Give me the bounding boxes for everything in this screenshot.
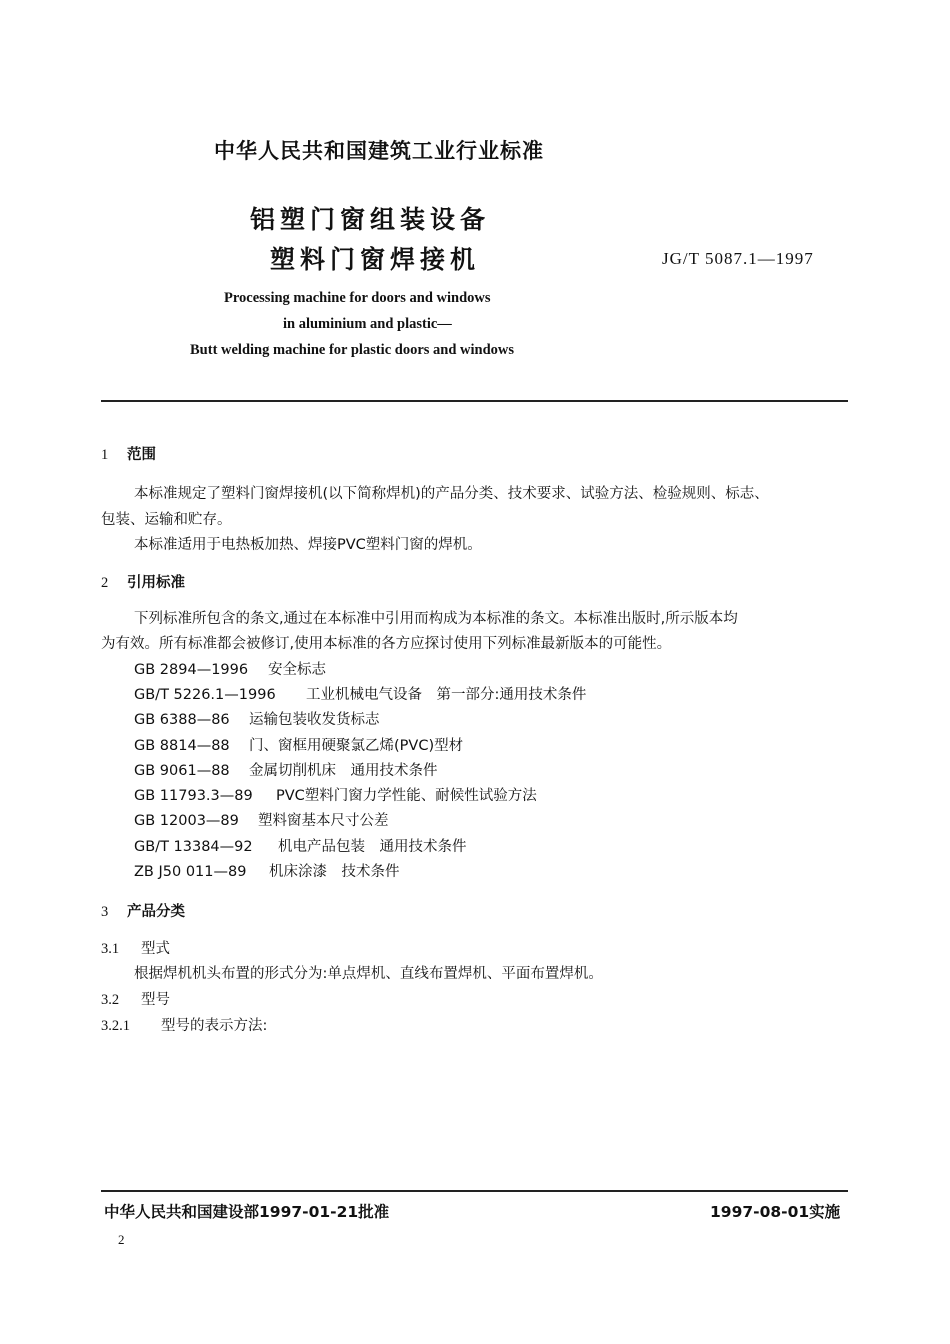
section-2-paragraph-line2: 为有效。所有标准都会被修订,使用本标准的各方应探讨使用下列标准最新版本的可能性。 [101, 636, 672, 652]
reference-item [134, 708, 380, 729]
implementation-date: 1997-08-01实施 [710, 1203, 841, 1221]
english-title-line2: in aluminium and plastic— [283, 316, 452, 332]
section-2-heading [101, 571, 185, 592]
reference-code: GB/T 13384—92 [134, 839, 253, 855]
subsection-3-2-1-heading [101, 1014, 267, 1035]
reference-title: 机床涂漆 技术条件 [269, 864, 400, 880]
reference-item [134, 860, 400, 881]
standard-code: JG/T 5087.1—1997 [662, 249, 814, 268]
subsection-title: 型式 [141, 941, 170, 957]
section-1-paragraph-1-line1: 本标准规定了塑料门窗焊接机(以下简称焊机)的产品分类、技术要求、试验方法、检验规则、标志、 [134, 486, 769, 502]
section-number: 1 [101, 447, 109, 463]
subsection-3-2-heading [101, 988, 170, 1009]
reference-code: GB/T 5226.1—1996 [134, 687, 276, 703]
section-2-paragraph-line1: 下列标准所包含的条文,通过在本标准中引用而构成为本标准的条文。本标准出版时,所示版本均 [134, 611, 738, 627]
page-number: 2 [118, 1232, 125, 1247]
reference-code: GB 9061—88 [134, 763, 230, 779]
section-1-heading [101, 443, 156, 464]
section-number: 2 [101, 575, 109, 591]
english-title-line1: Processing machine for doors and windows [224, 290, 491, 306]
reference-code: ZB J50 011—89 [134, 864, 247, 880]
reference-item [134, 658, 326, 679]
subsection-3-1-heading [101, 937, 170, 958]
section-3-heading [101, 900, 185, 921]
subsection-title: 型号的表示方法: [161, 1018, 268, 1034]
reference-title: 金属切削机床 通用技术条件 [249, 763, 438, 779]
subsection-title: 型号 [141, 992, 170, 1008]
reference-title: PVC塑料门窗力学性能、耐候性试验方法 [276, 788, 537, 804]
subsection-number: 3.2 [101, 992, 120, 1008]
section-1-paragraph-1-line2: 包装、运输和贮存。 [101, 512, 232, 528]
reference-item [134, 734, 463, 755]
section-title: 引用标准 [127, 575, 185, 591]
reference-item [134, 809, 389, 830]
reference-item [134, 759, 438, 780]
reference-code: GB 11793.3—89 [134, 788, 253, 804]
document-title-line2: 塑料门窗焊接机 [270, 245, 481, 274]
reference-code: GB 2894—1996 [134, 662, 249, 678]
reference-title: 运输包装收发货标志 [249, 712, 380, 728]
section-number: 3 [101, 904, 109, 920]
reference-title: 机电产品包装 通用技术条件 [278, 839, 467, 855]
approval-statement: 中华人民共和国建设部1997-01-21批准 [104, 1203, 390, 1221]
reference-title: 工业机械电气设备 第一部分:通用技术条件 [306, 687, 587, 703]
reference-code: GB 6388—86 [134, 712, 230, 728]
reference-title: 门、窗框用硬聚氯乙烯(PVC)型材 [249, 738, 464, 754]
subsection-3-1-text: 根据焊机机头布置的形式分为:单点焊机、直线布置焊机、平面布置焊机。 [134, 966, 603, 982]
issuing-authority: 中华人民共和国建筑工业行业标准 [214, 139, 544, 163]
reference-title: 安全标志 [268, 662, 326, 678]
subsection-number: 3.2.1 [101, 1018, 130, 1034]
footer-divider [101, 1190, 848, 1192]
reference-item [134, 784, 537, 805]
reference-code: GB 12003—89 [134, 813, 239, 829]
reference-code: GB 8814—88 [134, 738, 230, 754]
document-title-line1: 铝塑门窗组装设备 [250, 205, 491, 234]
reference-title: 塑料窗基本尺寸公差 [258, 813, 389, 829]
reference-item [134, 683, 586, 704]
subsection-number: 3.1 [101, 941, 120, 957]
reference-item [134, 835, 467, 856]
section-title: 产品分类 [127, 904, 185, 920]
english-title-line3: Butt welding machine for plastic doors and windows [190, 342, 515, 358]
header-divider [101, 400, 848, 402]
section-1-paragraph-2: 本标准适用于电热板加热、焊接PVC塑料门窗的焊机。 [134, 537, 482, 553]
section-title: 范围 [127, 447, 156, 463]
